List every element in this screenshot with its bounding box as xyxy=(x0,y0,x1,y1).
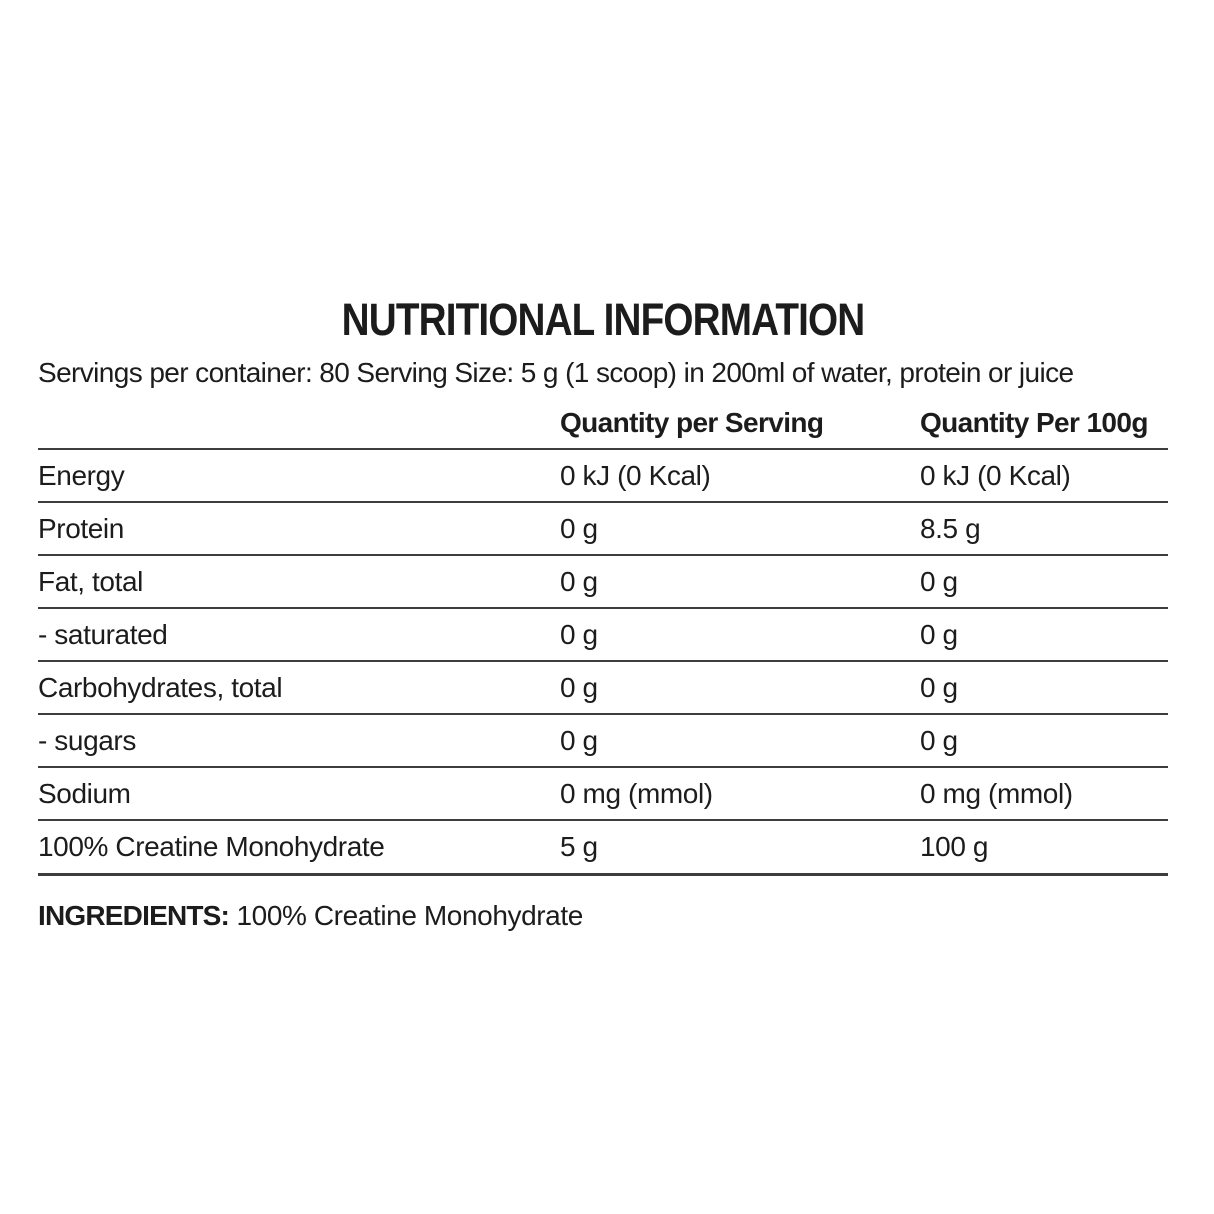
serving-value: 0 g xyxy=(560,565,598,597)
per100g-value: 0 kJ (0 Kcal) xyxy=(920,459,1071,491)
serving-value: 5 g xyxy=(560,831,598,863)
page-title: NUTRITIONAL INFORMATION xyxy=(341,294,865,345)
nutrient-label: Energy xyxy=(38,459,125,491)
serving-value: 0 g xyxy=(560,724,598,756)
table-row xyxy=(38,768,1168,821)
ingredients-label: INGREDIENTS: xyxy=(38,900,230,932)
table-row xyxy=(38,662,1168,715)
ingredients-value: 100% Creatine Monohydrate xyxy=(236,900,583,932)
column-header-per100g: Quantity Per 100g xyxy=(920,407,1148,439)
column-header-serving: Quantity per Serving xyxy=(560,407,824,439)
per100g-value: 0 g xyxy=(920,671,958,703)
per100g-value: 8.5 g xyxy=(920,512,981,544)
table-row xyxy=(38,715,1168,768)
serving-value: 0 g xyxy=(560,671,598,703)
nutrient-label: Carbohydrates, total xyxy=(38,671,283,703)
serving-value: 0 mg (mmol) xyxy=(560,777,713,809)
per100g-value: 0 g xyxy=(920,724,958,756)
ingredients-line xyxy=(38,900,1168,932)
serving-value: 0 g xyxy=(560,512,598,544)
nutrient-label: 100% Creatine Monohydrate xyxy=(38,831,385,863)
table-row xyxy=(38,450,1168,503)
nutrition-label xyxy=(38,296,1168,932)
table-header-row xyxy=(38,407,1168,450)
serving-info: Servings per container: 80 Serving Size: 5 g (1 scoop) in 200ml of water, protein or juice xyxy=(38,357,1074,389)
table-row xyxy=(38,821,1168,876)
table-row xyxy=(38,609,1168,662)
nutrient-label: Sodium xyxy=(38,777,131,809)
nutrient-label: - saturated xyxy=(38,618,168,650)
serving-value: 0 kJ (0 Kcal) xyxy=(560,459,711,491)
per100g-value: 100 g xyxy=(920,831,989,863)
serving-value: 0 g xyxy=(560,618,598,650)
table-row xyxy=(38,503,1168,556)
nutrient-label: Fat, total xyxy=(38,565,143,597)
nutrient-label: Protein xyxy=(38,512,124,544)
per100g-value: 0 g xyxy=(920,565,958,597)
nutrient-label: - sugars xyxy=(38,724,136,756)
per100g-value: 0 mg (mmol) xyxy=(920,777,1073,809)
per100g-value: 0 g xyxy=(920,618,958,650)
table-row xyxy=(38,556,1168,609)
